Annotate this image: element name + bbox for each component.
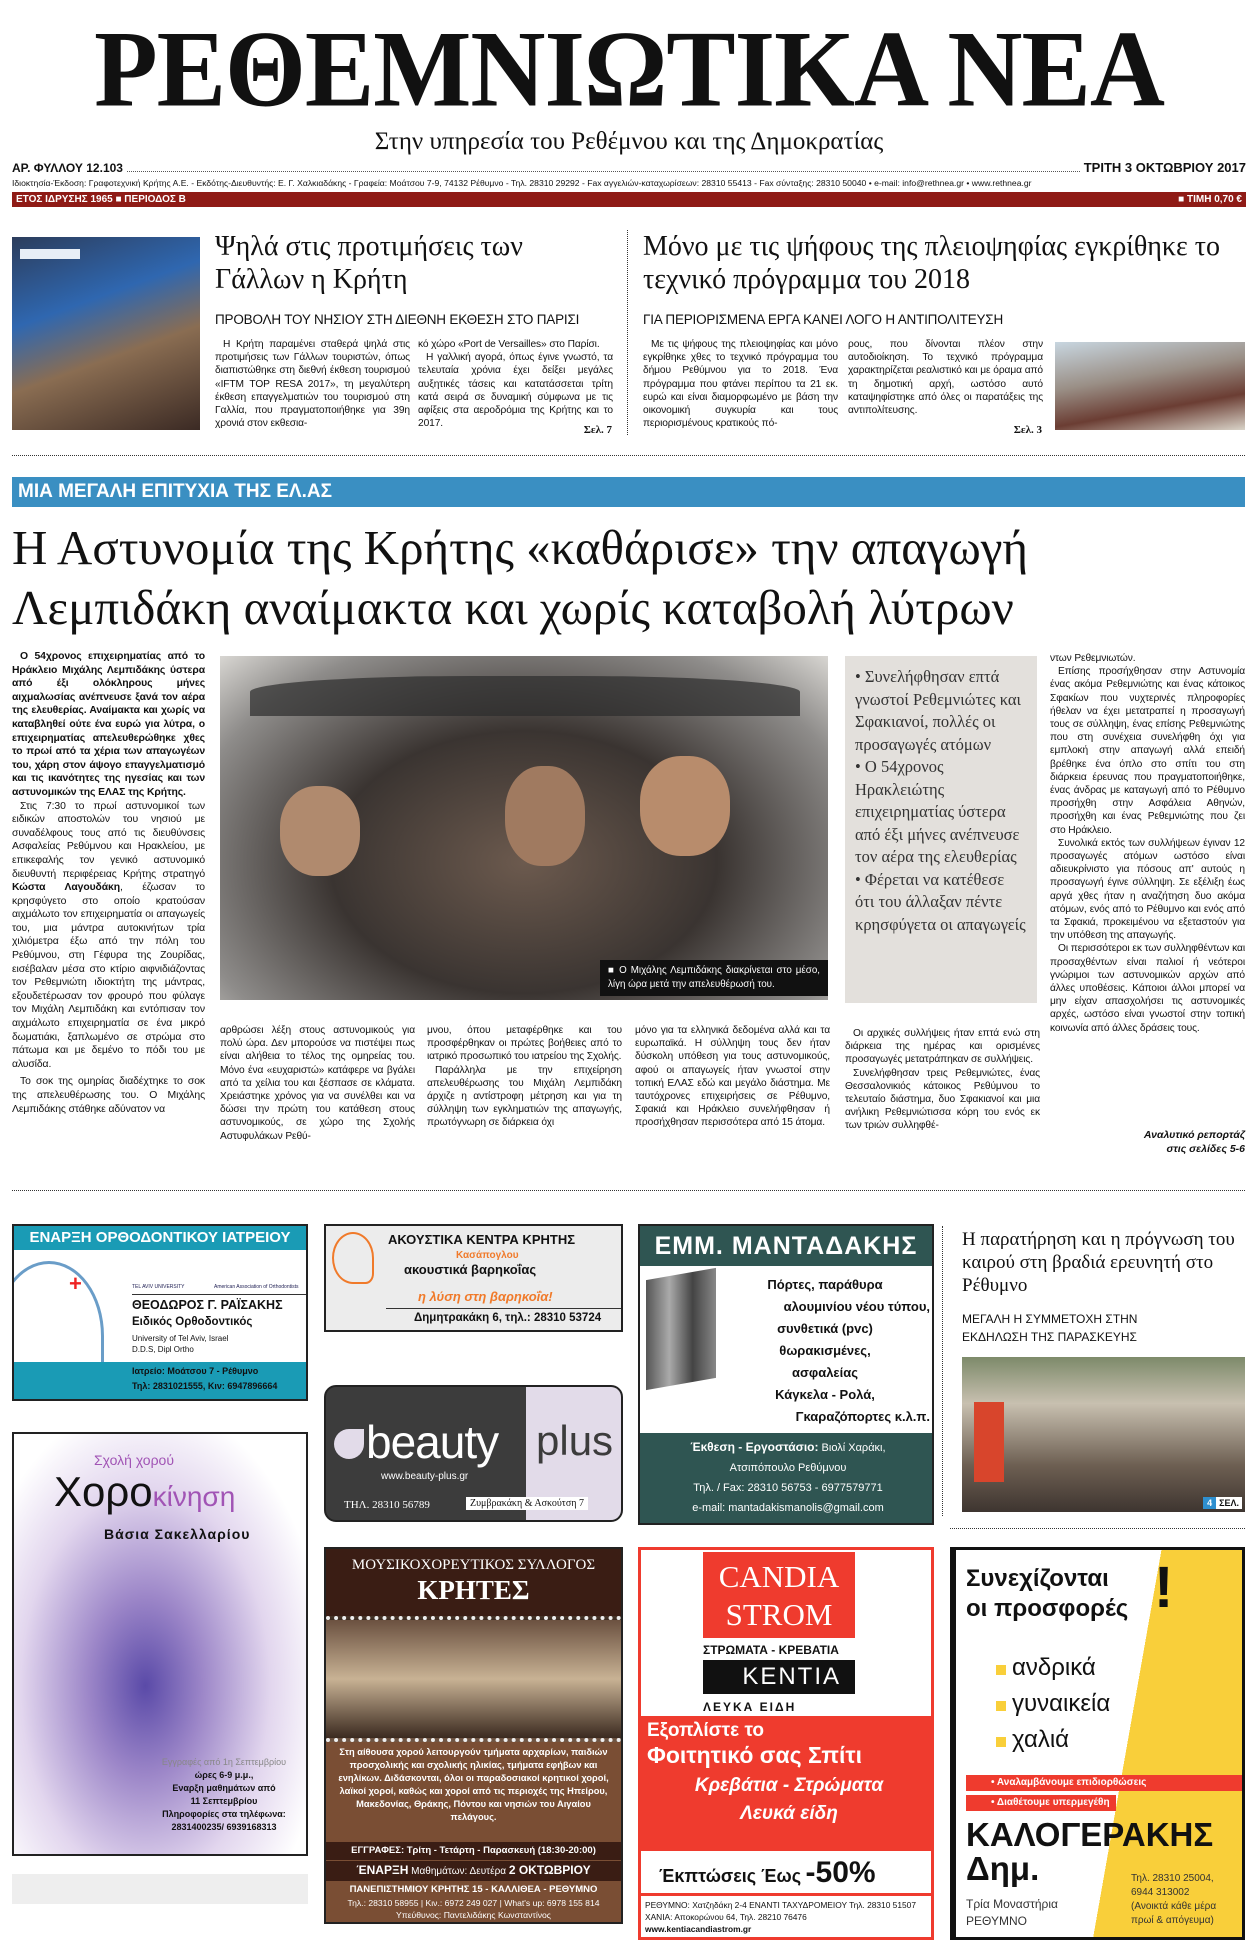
weather-title[interactable]: Η παρατήρηση και η πρόγνωση του καιρού στη βραδιά ερευνητή στο Ρέθυμνο — [962, 1229, 1235, 1296]
lead-paragraph: Το σοκ της ομηρίας διαδέχτηκε το σοκ της απελευθέρωσης του. Ο Μιχάλης Λεμπιδάκης στάθηκε αδύνατον να — [12, 1076, 205, 1115]
service-line: ασφαλείας — [792, 1365, 858, 1380]
beauty-word: beauty — [366, 1416, 499, 1468]
highlight-item: • Φέρεται να κατέθεσε ότι του άλλαξαν πέντε κρησφύγετα οι απαγωγείς — [855, 869, 1026, 934]
dance-name-part: κίνηση — [152, 1481, 236, 1512]
event-photo — [962, 1357, 1245, 1512]
beauty-phone: ΤΗΛ. 28310 56789 — [344, 1499, 430, 1511]
ad-kalogerakis[interactable] — [950, 1547, 1245, 1940]
red-cross-icon: + — [69, 1271, 82, 1296]
dance-info — [144, 1756, 304, 1834]
ortho-cred: University of Tel Aviv, Israel — [132, 1334, 229, 1343]
promo-line: Λευκά είδη — [740, 1803, 838, 1824]
ad-candia-strom[interactable] — [638, 1547, 934, 1940]
candia-sub1: ΣΤΡΩΜΑΤΑ - ΚΡΕΒΑΤΙΑ — [703, 1643, 839, 1657]
dance-info-line: Πληροφορίες στα τηλέφωνα: — [162, 1809, 286, 1819]
kal-name-line: ΚΑΛΟΓΕΡΑΚΗΣ — [966, 1816, 1214, 1853]
kal-items — [996, 1650, 1110, 1758]
krites-phone: Τηλ.: 28310 58955 | Κιν.: 6972 249 027 | What's up: 6978 155 814 — [347, 1897, 600, 1908]
address-label: Έκθεση - Εργοστάσιο: — [690, 1440, 819, 1454]
founded-bar — [12, 192, 1246, 207]
story2-title[interactable]: Μόνο με τις ψήφους της πλειοψηφίας εγκρίθηκε το τεχνικό πρόγραμμα του 2018 — [643, 231, 1221, 295]
issue-line — [12, 160, 1246, 175]
kal-item-label: ανδρικά — [1012, 1654, 1096, 1681]
page-ref-number: 4 — [1203, 1497, 1216, 1509]
kal-location-line: Τρία Μοναστήρια — [966, 1897, 1058, 1911]
kal-contact — [1131, 1872, 1216, 1928]
story2-col1 — [643, 338, 838, 438]
kal-contact-line: (Ανοικτά κάθε μέρα — [1131, 1901, 1217, 1912]
issue-date: ΤΡΙΤΗ 3 ΟΚΤΩΒΡΙΟΥ 2017 — [1083, 160, 1246, 175]
ad-acoustic[interactable] — [324, 1224, 623, 1332]
dance-info-line: ώρες 6-9 μ.μ., — [194, 1770, 254, 1780]
mantadakis-phone: Τηλ. / Fax: 28310 56753 - 6977579771 — [693, 1482, 883, 1494]
column-divider — [627, 230, 628, 435]
kal-contact-line: πρωί & απόγευμα) — [1131, 1915, 1214, 1926]
ad-dance-school[interactable] — [12, 1432, 308, 1856]
section-divider — [12, 455, 1245, 456]
kal-item — [996, 1686, 1110, 1722]
bullet-square-icon — [996, 1737, 1006, 1747]
exclamation-icon: ! — [1154, 1555, 1174, 1620]
lead-text: μνου, όπου μεταφέρθηκε και του προσφέρθηκαν οι πρώτες βοήθειες από το ιατρικό προσωπικό του ιατρείου της Σχολής. — [427, 1025, 622, 1063]
sale-label: Έκπτώσεις Έως — [659, 1866, 802, 1886]
bullet-square-icon — [996, 1701, 1006, 1711]
lead-text: μόνο για τα ελληνικά δεδομένα αλλά και τα ευρωπαϊκά. Η σύλληψη τους δεν ήταν δύσκολη υπόθεση για τους αστυνομικούς, αφού οι απαγωγείς ήταν γνωστοί στην τοπική ΕΛΑΣ εδώ και μεγάλο διάστημα. Με ταυτόχρονες επιχειρήσεις σε Ρέθυμνο, Σφακιά και Ηράκλειο συνελήφθησαν ή προσήχθησαν περισσότερα από 15 άτομα. — [635, 1025, 830, 1129]
acoustic-title: ΑΚΟΥΣΤΙΚΑ ΚΕΝΤΡΑ ΚΡΗΤΗΣ — [388, 1232, 576, 1247]
publisher-info: Ιδιοκτησία-Έκδοση: Γραφοτεχνική Κρήτης Α.Ε. - Εκδότης-Διευθυντής: Ε. Γ. Χαλκιαδάκης - Γραφεία: Μοάτσου 7-9, 74132 Ρέθυμνο - Τηλ. 28310 29292 - Fax αγγελιών-καταχωρίσεων: 28310 55413 - Fax σύνταξης: 28310 50040 • e-mail: info@rethnea.gr • www.rethnea.gr — [12, 178, 1032, 188]
story2-kicker: ΓΙΑ ΠΕΡΙΟΡΙΣΜΕΝΑ ΕΡΓΑ ΚΑΝΕΙ ΛΟΓΟ Η ΑΝΤΙΠΟΛΙΤΕΥΣΗ — [643, 312, 1004, 327]
acoustic-address: Δημητρακάκη 6, τηλ.: 28310 53724 — [414, 1312, 602, 1324]
window-profile-image — [646, 1268, 716, 1390]
kal-item — [996, 1722, 1110, 1758]
ad-orthodontist[interactable] — [12, 1224, 308, 1401]
blank-ad-space — [12, 1874, 308, 1904]
lead-headline[interactable] — [12, 518, 1252, 638]
lead-col6 — [1050, 652, 1245, 1122]
krites-footer — [326, 1881, 621, 1924]
dance-info-line: 2831400235/ 6939168313 — [171, 1822, 277, 1832]
start-text: Μαθημάτων: Δευτέρα — [411, 1866, 507, 1877]
story1-text: Η Κρήτη παραμένει σταθερά ψηλά στις προτιμήσεις των Γάλλων τουριστών, όπως διαπιστώθηκε στη διεθνή έκθεση τουρισμού «IFTM TOP RESA 2017», τη μεγαλύτερη έκθεση επαγγελματιών του τουρισμού στη Γαλλία, που πραγματοποιήθηκε για 39η χρονιά στον εκθεσια- — [215, 339, 410, 430]
founded-text: ΕΤΟΣ ΙΔΡΥΣΗΣ 1965 ■ ΠΕΡΙΟΔΟΣ Β — [16, 194, 186, 205]
kal-headline — [966, 1564, 1128, 1624]
weather-kicker: ΜΕΓΑΛΗ Η ΣΥΜΜΕΤΟΧΗ ΣΤΗΝ ΕΚΔΗΛΩΣΗ ΤΗΣ ΠΑΡΑΣΚΕΥΗΣ — [962, 1312, 1138, 1344]
lead-col4 — [635, 1024, 830, 1159]
story2-text: Με τις ψήφους της πλειοψηφίας και μόνο εγκρίθηκε χθες το τεχνικό πρόγραμμα του δήμου Ρεθύμνου για το 2018. Ένα πρόγραμμα που φτάνει περίπου τα 21 εκ. ευρώ και είναι διαμορφωμένο με βάση την οικονομική συγκυρία και τους περιορισμένους κρατικούς πό- — [643, 339, 838, 430]
candia-logo-line: STROM — [725, 1597, 833, 1632]
lead-headline-line2: Λεμπιδάκη αναίμακτα και χωρίς καταβολή λύτρων — [12, 580, 1014, 635]
mantadakis-services — [720, 1274, 930, 1428]
kal-banner1: • Αναλαμβάνουμε επιδιορθώσεις — [966, 1775, 1245, 1791]
lead-headline-line1: Η Αστυνομία της Κρήτης «καθάρισε» την απαγωγή — [12, 520, 1029, 575]
story2-text: ρους, που δίνονται πλέον στην αυτοδιοίκηση. Το τεχνικό πρόγραμμα χαρακτηρίζεται ρεαλιστικό και με όραμα από τη δημοτική αρχή, ωστόσο αυτό καταψηφίστηκε από όλες οι παρατάξεις της αντιπολίτευσης. — [848, 339, 1043, 417]
service-line: συνθετικά (pvc) — [777, 1321, 873, 1336]
ortho-cred: D.D.S, Dipl Ortho — [132, 1345, 194, 1354]
story1-text: κό χώρο «Port de Versailles» στο Παρίσι. — [418, 339, 600, 350]
kal-banner2: • Διαθέτουμε υπερμεγέθη — [966, 1795, 1116, 1811]
page-ref-label: ΣΕΛ. — [1219, 1498, 1239, 1508]
story2-col2 — [848, 338, 1043, 418]
start-date: 2 ΟΚΤΩΒΡΙΟΥ — [508, 1863, 591, 1877]
acoustic-slogan: η λύση στη βαρηκοΐα! — [418, 1289, 553, 1304]
kal-contact-line: 6944 313002 — [1131, 1887, 1190, 1898]
ortho-title: Ειδικός Ορθοδοντικός — [132, 1316, 253, 1328]
plus-word: plus — [536, 1417, 614, 1464]
car-photo — [220, 656, 828, 1000]
krites-pre: ΜΟΥΣΙΚΟΧΟΡΕΥΤΙΚΟΣ ΣΥΛΛΟΓΟΣ — [351, 1557, 596, 1573]
ear-icon — [332, 1232, 374, 1284]
ad-mantadakis[interactable] — [638, 1224, 934, 1525]
dance-teacher: Βάσια Σακελλαρίου — [104, 1526, 251, 1542]
service-line: Γκαραζόπορτες κ.λ.π. — [795, 1409, 930, 1424]
candia-sale — [659, 1856, 876, 1890]
service-line: θωρακισμένες, — [779, 1343, 871, 1358]
kal-contact-line: Τηλ. 28310 25004, — [1131, 1873, 1214, 1884]
beauty-address: Ζυμβρακάκη & Ασκούτση 7 — [466, 1497, 588, 1510]
lead-text: Συνολικά εκτός των συλλήψεων έγιναν 12 προσαγωγές ατόμων ωστόσο είναι αδιευκρίνιστο για πόσους απ' αυτούς η προσαγωγή έγινε σύλληψη. Σε εξέλιξη έως αργά χθες ήταν η αναζήτηση δυο ακόμα ατόμων, ενός από το Ρέθυμνο και ενός από τα Σφακιά, προκειμένου να εξεταστούν για την υπόθεση της απαγωγής. — [1050, 837, 1245, 942]
krites-registration: ΕΓΓΡΑΦΕΣ: Τρίτη - Τετάρτη - Παρασκευή (18:30-20:00) — [326, 1842, 621, 1860]
lead-col3 — [427, 1024, 622, 1159]
lead-text: , έζωσαν το κρησφύγετο στο οποίο κρατούσαν αιχμάλωτο τον επιχειρηματία οι απαγωγείς του, μια μάντρα αυτοκινήτων τρία χιλιόμετρα έξω από την πόλη του Ρεθύμνου, στη Γέφυρα της Ζουρίδας, εισέβαλαν μέσα στο κτίριο αιφνιδιάζοντας τον Ρεθεμνιώτη ιδιοκτήτη της μάντρας, εξουδετέρωσαν τον φρουρό που φύλαγε τον Μιχάλη Λεμπιδάκη και εντόπισαν τον αιχμάλωτο επιχειρηματία σε ένα μικρό δωματιάκι, ξαπλωμένο σε στρώμα στο πάτωμα και με δεμένο το πόδι του με αλυσίδα. — [12, 882, 205, 1070]
krites-address: ΠΑΝΕΠΙΣΤΗΜΙΟΥ ΚΡΗΤΗΣ 15 - ΚΑΛΛΙΘΕΑ - ΡΕΘΥΜΝΟ — [349, 1884, 598, 1895]
story1-page-ref[interactable]: Σελ. 7 — [583, 424, 612, 436]
dance-info-line: Εναρξη μαθημάτων από — [172, 1783, 276, 1793]
promo-line: Κρεβάτια - Στρώματα — [694, 1775, 884, 1796]
candia-addresses — [641, 1893, 931, 1938]
lead-text: Οι περισσότεροι εκ των συλληφθέντων και προσαχθέντων είναι παλιοί ή νεότεροι γνώριμοι των αστυνομικών αρχών από άλλες υποθέσεις. Κάποιοι άλλοι μπορεί να μην είχαν απασχολήσει τις αστυνομικές αρχές, ωστόσο είναι γνωστοί στην τοπική κοινωνία από άλλες δράσεις τους. — [1050, 943, 1245, 1034]
dance-name — [54, 1468, 235, 1521]
dance-pre: Σχολή χορού — [94, 1452, 174, 1468]
kal-headline-line: οι προσφορές — [966, 1595, 1129, 1622]
promo-line: Εξοπλίστε το — [647, 1720, 764, 1741]
sale-percent: -50% — [805, 1856, 876, 1889]
krites-title: ΚΡΗΤΕΣ — [417, 1575, 530, 1605]
kal-location-line: ΡΕΘΥΜΝΟ — [966, 1914, 1027, 1928]
lead-paragraph — [12, 800, 205, 1072]
highlight-item: • Συνελήφθησαν επτά γνωστοί Ρεθεμνιώτες και Σφακιανοί, πολλές οι προσαγωγές ατόμων — [855, 667, 1021, 754]
start-label: ΈΝΑΡΞΗ — [356, 1863, 409, 1877]
kal-item-label: γυναικεία — [1012, 1690, 1111, 1717]
kal-headline-line: Συνεχίζονται — [966, 1565, 1109, 1592]
candia-logo-line: CANDIA — [718, 1559, 840, 1594]
lead-text: Παράλληλα με την επιχείρηση απελευθέρωσης του Μιχάλη Λεμπιδάκη άρχιζε η αντίστροφη μέτρηση και για τη σύλληψη των εγκληματιών της απαγωγής, πρωτόγνωρη σε διάρκεια όχι — [427, 1064, 622, 1129]
kal-name-line: Δημ. — [966, 1850, 1040, 1887]
krites-body: Στη αίθουσα χορού λειτουργούν τμήματα αρχαρίων, παιδιών προσχολικής και σχολικής ηλικίας, τμήματα εφήβων και ενηλίκων. Διδάσκονται, όλοι οι παραδοσιακοί κρητικοί χοροί, λαϊκοί χοροί, καθώς και χοροί από τις περιοχές της Ηπείρου, Μακεδονίας, Θράκης, Πόντου και νησιών του Αιγαίου πελάγους. — [326, 1742, 621, 1842]
address-text: Βιολί Χαράκι, — [821, 1442, 886, 1454]
krites-photo — [326, 1616, 621, 1742]
lead-text: Συνελήφθησαν τρεις Ρεθεμνιώτες, ένας Θεσσαλονικιός κάτοικος Ρεθύμνου το τελευταίο διάστημα, δυο Σφακιανοί και μια ανήλικη Ρεθεμνιώτισσα κόρη του ενός εκ των τριών συλληφθέ- — [845, 1067, 1040, 1132]
acoustic-name: Κασάπογλου — [456, 1250, 519, 1261]
candia-address: ΧΑΝΙΑ: Αποκορώνου 64, Τηλ. 28210 76476 — [645, 1912, 807, 1922]
acoustic-sub: ακουστικά βαρηκοΐας — [404, 1262, 537, 1277]
ortho-name: ΘΕΟΔΩΡΟΣ Γ. ΡΑΪΣΑΚΗΣ — [132, 1298, 283, 1312]
dance-info-line: Εγγραφές από 1η Σεπτεμβρίου — [161, 1757, 287, 1767]
dance-info-line: 11 Σεπτεμβρίου — [190, 1796, 258, 1806]
masthead-tagline: Στην υπηρεσία του Ρεθέμνου και της Δημοκρατίας — [374, 128, 884, 155]
story1-kicker: ΠΡΟΒΟΛΗ ΤΟΥ ΝΗΣΙΟΥ ΣΤΗ ΔΙΕΘΝΗ ΕΚΘΕΣΗ ΣΤΟ ΠΑΡΙΣΙ — [215, 312, 580, 327]
expo-photo — [12, 237, 200, 430]
krites-start — [326, 1860, 621, 1881]
service-line: Κάγκελα - Ρολά, — [775, 1387, 875, 1402]
mantadakis-title: ΕΜΜ. ΜΑΝΤΑΔΑΚΗΣ — [640, 1226, 932, 1266]
lead-text: Στις 7:30 το πρωί αστυνομικοί των ειδικών αποστολών του νησιού με συναδέλφους τους από τις διευθύνσεις Ασφαλείας Ρεθύμνου και Ηρακλείου, με επικεφαλής τον γενικό αστυνομικό διευθυντή περιφέρειας Κρήτης στρατηγό — [12, 800, 205, 880]
address-text: Ατσιπόπουλο Ρεθύμνου — [729, 1462, 847, 1474]
bullet-square-icon — [996, 1665, 1006, 1675]
candia-address: ΡΕΘΥΜΝΟ: Χατζηδάκη 2-4 ΕΝΑΝΤΙ ΤΑΧΥΔΡΟΜΕΙΟΥ Τηλ. 28310 51507 — [645, 1900, 916, 1910]
lead-text: Οι αρχικές συλλήψεις ήταν επτά ενώ στη διάρκεια της ημέρας και ορισμένες προσαγωγές μετατράπηκαν σε συλλήψεις. — [845, 1028, 1040, 1066]
story2-page-ref[interactable]: Σελ. 3 — [1013, 424, 1042, 436]
story1-col1 — [215, 338, 410, 438]
leaf-logo-icon — [334, 1429, 364, 1459]
lead-col2 — [220, 1024, 415, 1159]
masthead-title: ΡΕΘΕΜΝΙΩΤΙΚΑ ΝΕΑ — [94, 9, 1164, 130]
ad-beauty-plus[interactable] — [324, 1385, 623, 1522]
service-line: Πόρτες, παράθυρα — [767, 1277, 883, 1292]
highlights-box — [845, 656, 1037, 1003]
price-text: ■ ΤΙΜΗ 0,70 € — [1178, 194, 1242, 205]
story1-title[interactable]: Ψηλά στις προτιμήσεις των Γάλλων η Κρήτη — [215, 231, 523, 295]
story1-text: Η γαλλική αγορά, όπως έγινε γνωστό, τα τελευταία χρόνια έχει δείξει μεγάλες αυξητικές τάσεις και κατατάσσεται τρίτη κατά σειρά σε δυναμική σύμφωνα με τις αφίξεις στα αεροδρόμια της Κρήτης και το 2017. — [418, 352, 613, 430]
candia-logo — [703, 1552, 855, 1638]
kentia-logo: KENTIA — [703, 1660, 855, 1694]
candia-promo — [641, 1716, 934, 1851]
aao-logo: American Association of Orthodontists — [214, 1284, 299, 1290]
page-ref-badge[interactable] — [1203, 1497, 1242, 1509]
column-divider — [942, 1226, 943, 1516]
lead-col5 — [845, 1027, 1040, 1159]
dotted-leader — [127, 171, 1080, 172]
tel-aviv-logo: TEL AVIV UNIVERSITY — [132, 1284, 185, 1290]
lead-name: Κώστα Λαγουδάκη — [12, 882, 120, 894]
lead-col1 — [12, 650, 205, 1160]
lead-text: Επίσης προσήχθησαν στην Αστυνομία ένας ακόμα Ρεθεμνιώτης και ένας κάτοικος Σφακίων που νυχτερινές πληροφορίες ήθελαν να έχει μετατραπεί η προσαγωγή τους σε σύλληψη, ένας επίσης Ρεθεμνιώτης που στη συνέχεια συνελήφθη όχι για εμπλοκή στην απαγωγή αλλά επειδή βρέθηκε ένα όπλο στο σπίτι του στη διάρκεια έρευνας που πραγματοποιήθηκε, ένας άνδρας με καταγωγή από το Ρέθυμνο προσήχθη στην Ασφάλεια Αθηνών, προσήχθη και ένας Ρεθεμνιώτης που ζει στο Ηράκλειο. — [1050, 666, 1245, 836]
beauty-url: www.beauty-plus.gr — [381, 1471, 469, 1482]
photo-caption: ■ Ο Μιχάλης Λεμπιδάκης διακρίνεται στο μέσο, λίγη ώρα μετά την απελευθέρωσή του. — [600, 960, 828, 996]
ad-krites[interactable] — [324, 1547, 623, 1924]
krites-responsible: Υπεύθυνος: Παντελιδάκης Κωνσταντίνος — [396, 1910, 551, 1920]
lead-page-ref[interactable]: Αναλυτικό ρεπορτάζ στις σελίδες 5-6 — [1143, 1129, 1245, 1155]
service-line: αλουμινίου νέου τύπου, — [783, 1299, 930, 1314]
kal-item-label: χαλιά — [1012, 1726, 1070, 1753]
dance-name-part: Χορο — [54, 1468, 153, 1515]
highlight-item: • Ο 54χρονος Ηρακλειώτης επιχειρηματίας ύστερα από έξι μήνες ανέπνευσε τον αέρα της ελευθερίας — [855, 757, 1020, 866]
promo-line: Φοιτητικό σας Σπίτι — [647, 1742, 863, 1768]
lead-text: αρθρώσει λέξη στους αστυνομικούς για πολύ ώρα. Δεν μπορούσε να πιστέψει πως είναι αλήθεια το τέλος της ομηρείας του. Μόνο ένα «ευχαριστώ» κατάφερε να βγάλει από τα χείλια του και ξέσπασε σε κλάματα. Χρειάστηκε χρόνος για να συνέλθει και να δώσει την πρώτη του κατάθεση στους αστυνομικούς, σε χώρο της Σχολής Αστυφυλάκων Ρεθύ- — [220, 1025, 415, 1142]
council-photo — [1055, 342, 1245, 430]
section-divider — [950, 1528, 1245, 1529]
kal-location — [966, 1896, 1058, 1930]
lead-intro: Ο 54χρονος επιχειρηματίας από το Ηράκλειο Μιχάλης Λεμπιδάκης ύστερα από έξι ολόκληρους μήνες αιχμαλωσίας ανέπνευσε ξανά τον αέρα της ελευθερίας. Αναίμακτα και χωρίς να καταβληθεί ούτε ένα ευρώ για λύτρα, ο επιχειρηματίας απελευθερώθηκε χθες το πρωί από τα χέρια των απαγωγέων του, χάρη στον άψογο επαγγελματισμό και τις ικανότητες της ηγεσίας και των αστυνομικών της ΕΛΑΣ της Κρήτης. — [12, 651, 205, 798]
ortho-header: ΕΝΑΡΞΗ ΟΡΘΟΔΟΝΤΙΚΟΥ ΙΑΤΡΕΙΟΥ — [14, 1226, 306, 1250]
issue-number: ΑΡ. ΦΥΛΛΟΥ 12.103 — [12, 161, 123, 175]
mantadakis-email: e-mail: mantadakismanolis@gmail.com — [692, 1502, 884, 1514]
story1-col2 — [418, 338, 613, 438]
ortho-phone: Τηλ: 2831021555, Κιν: 6947896664 — [132, 1381, 278, 1391]
section-divider — [12, 1190, 1245, 1191]
lead-band: ΜΙΑ ΜΕΓΑΛΗ ΕΠΙΤΥΧΙΑ ΤΗΣ ΕΛ.ΑΣ — [12, 477, 1245, 507]
ortho-address: Ιατρείο: Μοάτσου 7 - Ρέθυμνο — [132, 1366, 259, 1376]
kal-item — [996, 1650, 1110, 1686]
candia-sub2: ΛΕΥΚΑ ΕΙΔΗ — [703, 1700, 797, 1714]
mantadakis-footer — [640, 1433, 934, 1525]
candia-url[interactable]: www.kentiacandiastrom.gr — [645, 1924, 752, 1934]
lead-text: ντων Ρεθεμνιωτών. — [1050, 653, 1136, 664]
